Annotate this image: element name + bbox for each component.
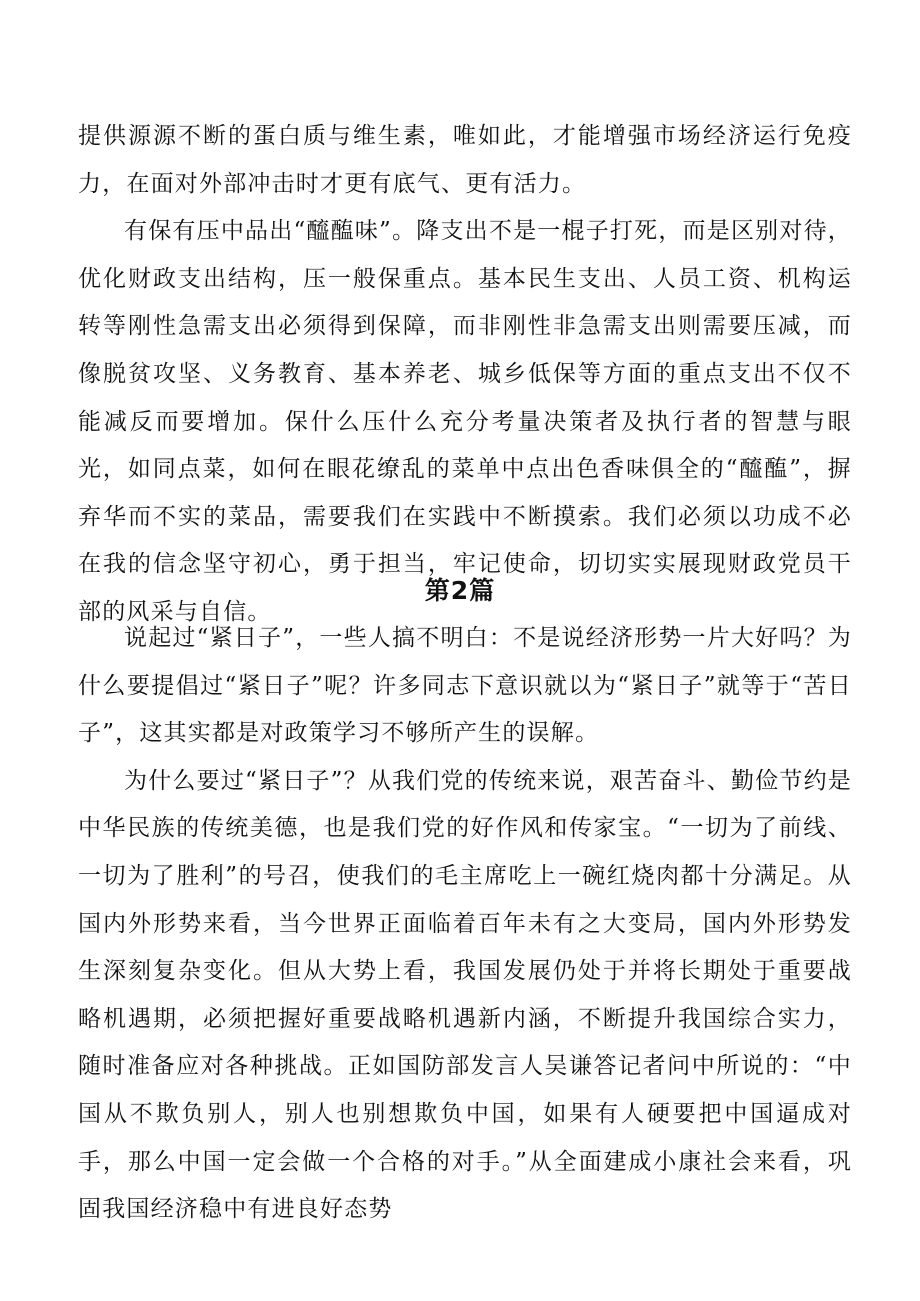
section-2-body bbox=[78, 615, 852, 1234]
paragraph-tight-days-intro: 说起过“紧日子”，一些人搞不明白：不是说经济形势一片大好吗？为什么要提倡过“紧日子”呢？许多同志下意识就以为“紧日子”就等于“苦日子”，这其实都是对政策学习不够所产生的误解。 bbox=[78, 625, 852, 747]
section-heading: 第2篇 bbox=[424, 576, 496, 605]
paragraph-why-tight-days: 为什么要过“紧日子”？从我们党的传统来说，艰苦奋斗、勤俭节约是中华民族的传统美德，也是我们党的好作风和传家宝。“一切为了前线、一切为了胜利”的号召，使我们的毛主席吃上一碗红烧肉都十分满足。从国内外形势来看，当今世界正面临着百年未有之大变局，国内外形势发生深刻复杂变化。但从大势上看，我国发展仍处于并将长期处于重要战略机遇期，必须把握好重要战略机遇新内涵，不断提升我国综合实力，随时准备应对各种挑战。正如国防部发言人吴谦答记者问中所说的：“中国从不欺负别人，别人也别想欺负中国，如果有人硬要把中国逼成对手，那么中国一定会做一个合格的对手。”从全面建成小康社会来看，巩固我国经济稳中有进良好态势 bbox=[78, 767, 852, 1223]
paragraph-continued: 提供源源不断的蛋白质与维生素，唯如此，才能增强市场经济运行免疫力，在面对外部冲击时才更有底气、更有活力。 bbox=[78, 123, 852, 197]
paragraph-priority-spending: 有保有压中品出“醯醢味”。降支出不是一棍子打死，而是区别对待，优化财政支出结构，压一般保重点。基本民生支出、人员工资、机构运转等刚性急需支出必须得到保障，而非刚性非急需支出则需要压减，而像脱贫攻坚、义务教育、基本养老、城乡低保等方面的重点支出不仅不能减反而要增加。保什么压什么充分考量决策者及执行者的智慧与眼光，如同点菜，如何在眼花缭乱的菜单中点出色香味俱全的“醯醢”，摒弃华而不实的菜品，需要我们在实践中不断摸索。我们必须以功成不必在我的信念坚守初心，勇于担当，牢记使命，切切实实展现财政党员干部的风采与自信。 bbox=[78, 218, 852, 625]
section-1-body bbox=[78, 113, 852, 637]
